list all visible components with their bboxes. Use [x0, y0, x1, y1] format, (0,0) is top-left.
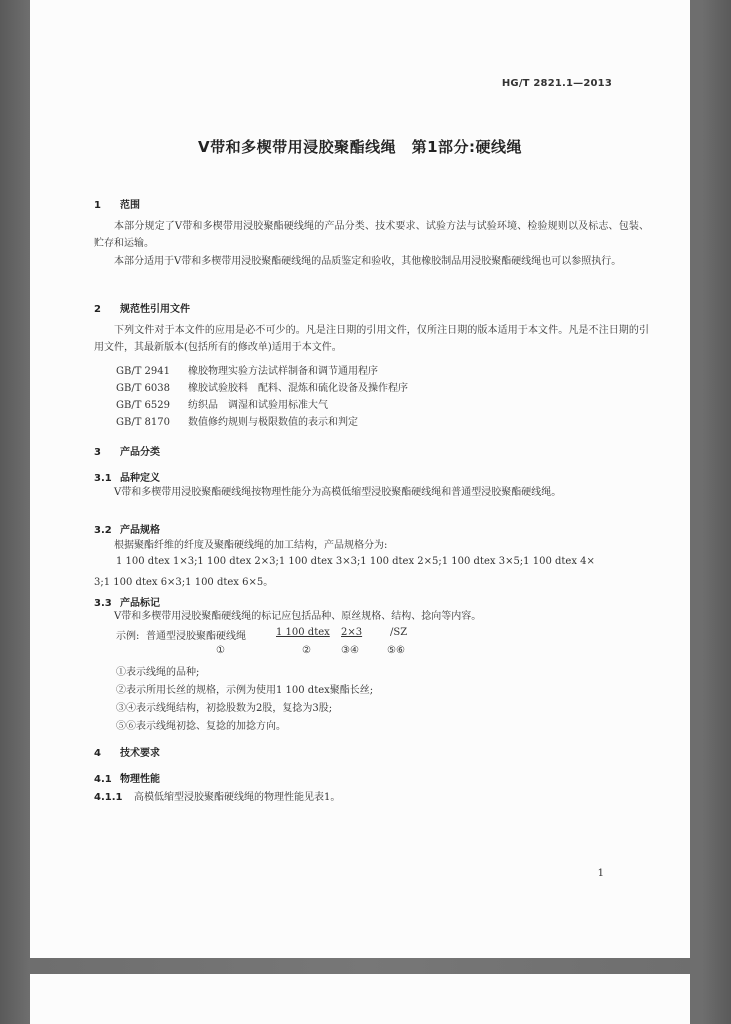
- marking-note: ①表示线绳的品种;: [116, 667, 200, 678]
- marking-note: ⑤⑥表示线绳初捻、复捻的加捻方向。: [116, 721, 286, 732]
- section-number: 3: [94, 447, 101, 458]
- reference-item: [116, 379, 408, 394]
- reference-title: 橡胶物理实验方法试样制备和调节通用程序: [188, 366, 378, 377]
- subsection-text: 高模低缩型浸胶聚酯硬线绳的物理性能见表1。: [134, 792, 341, 803]
- standard-number: HG/T 2821.1—2013: [501, 78, 612, 89]
- spec-line-1: 1 100 dtex 1×3;1 100 dtex 2×3;1 100 dtex 3×3;1 100 dtex 2×5;1 100 dtex 3×5;1 100 dtex 4×: [116, 556, 595, 567]
- page-number: 1: [597, 868, 604, 879]
- reference-title: 橡胶试验胶料 配料、混炼和硫化设备及操作程序: [188, 383, 408, 394]
- spec-line-2: 3;1 100 dtex 6×3;1 100 dtex 6×5。: [94, 577, 274, 588]
- section-title: 物理性能: [120, 774, 160, 785]
- reference-code: GB/T 8170: [116, 417, 171, 428]
- section-number: 3.2: [94, 525, 112, 536]
- example-mark-2: ②: [302, 645, 311, 656]
- example-structure: 2×3: [341, 627, 363, 638]
- section-number: 3.1: [94, 473, 112, 484]
- subsection-4-1-1: [94, 788, 340, 803]
- example-mark-56: ⑤⑥: [387, 645, 405, 656]
- section-title: 规范性引用文件: [120, 304, 190, 315]
- section-2-heading: [94, 300, 190, 315]
- subsection-3-2-para: 根据聚酯纤维的纤度及聚酯硬线绳的加工结构，产品规格分为:: [114, 540, 388, 551]
- reference-code: GB/T 6038: [116, 383, 171, 394]
- reference-code: GB/T 2941: [116, 366, 171, 377]
- subsection-3-2-heading: [94, 521, 160, 536]
- reference-code: GB/T 6529: [116, 400, 171, 411]
- subsection-3-1-heading: [94, 469, 160, 484]
- example-mark-1: ①: [216, 645, 225, 656]
- section-1-para-2: 本部分适用于V带和多楔带用浸胶聚酯硬线绳的品质鉴定和验收，其他橡胶制品用浸胶聚酯硬线绳也可以参照执行。: [114, 256, 622, 267]
- example-variety: 普通型浸胶聚酯硬线绳: [146, 631, 246, 642]
- section-title: 品种定义: [120, 473, 160, 484]
- section-1-heading: [94, 196, 140, 211]
- marking-note: ③④表示线绳结构，初捻股数为2股，复捻为3股;: [116, 703, 333, 714]
- reference-item: [116, 396, 328, 411]
- section-number: 4.1.1: [94, 792, 123, 803]
- reference-title: 数值修约规则与极限数值的表示和判定: [188, 417, 358, 428]
- section-number: 3.3: [94, 598, 112, 609]
- section-title: 产品分类: [120, 447, 160, 458]
- section-3-heading: [94, 443, 160, 458]
- section-1-para-1: 本部分规定了V带和多楔带用浸胶聚酯硬线绳的产品分类、技术要求、试验方法与试验环境、检验规则以及标志、包装、贮存和运输。: [94, 221, 649, 249]
- reference-title: 纺织品 调湿和试验用标准大气: [188, 400, 328, 411]
- reference-item: [116, 413, 358, 428]
- reference-item: [116, 362, 378, 377]
- next-page-preview: [30, 974, 690, 1024]
- section-number: 4: [94, 748, 101, 759]
- section-title: 产品标记: [120, 598, 160, 609]
- section-number: 1: [94, 200, 101, 211]
- document-title: V带和多楔带用浸胶聚酯线绳 第1部分:硬线绳: [197, 138, 523, 156]
- subsection-3-1-para: V带和多楔带用浸胶聚酯硬线绳按物理性能分为高模低缩型浸胶聚酯硬线绳和普通型浸胶聚酯硬线绳。: [114, 487, 562, 498]
- section-title: 技术要求: [120, 748, 160, 759]
- section-title: 范围: [120, 200, 140, 211]
- section-4-heading: [94, 744, 160, 759]
- subsection-3-3-para: V带和多楔带用浸胶聚酯硬线绳的标记应包括品种、原丝规格、结构、捻向等内容。: [114, 611, 482, 622]
- section-number: 4.1: [94, 774, 112, 785]
- marking-note: ②表示所用长丝的规格，示例为使用1 100 dtex聚酯长丝;: [116, 685, 374, 696]
- document-page: [30, 0, 690, 958]
- subsection-4-1-heading: [94, 770, 160, 785]
- section-2-para-1: 下列文件对于本文件的应用是必不可少的。凡是注日期的引用文件，仅所注日期的版本适用于本文件。凡是不注日期的引用文件，其最新版本(包括所有的修改单)适用于本文件。: [94, 325, 649, 353]
- section-number: 2: [94, 304, 101, 315]
- subsection-3-3-heading: [94, 594, 160, 609]
- example-prefix: 示例:: [116, 631, 140, 642]
- example-mark-34: ③④: [341, 645, 359, 656]
- section-title: 产品规格: [120, 525, 160, 536]
- example-spec: 1 100 dtex: [276, 627, 330, 638]
- example-twist: /SZ: [390, 627, 408, 638]
